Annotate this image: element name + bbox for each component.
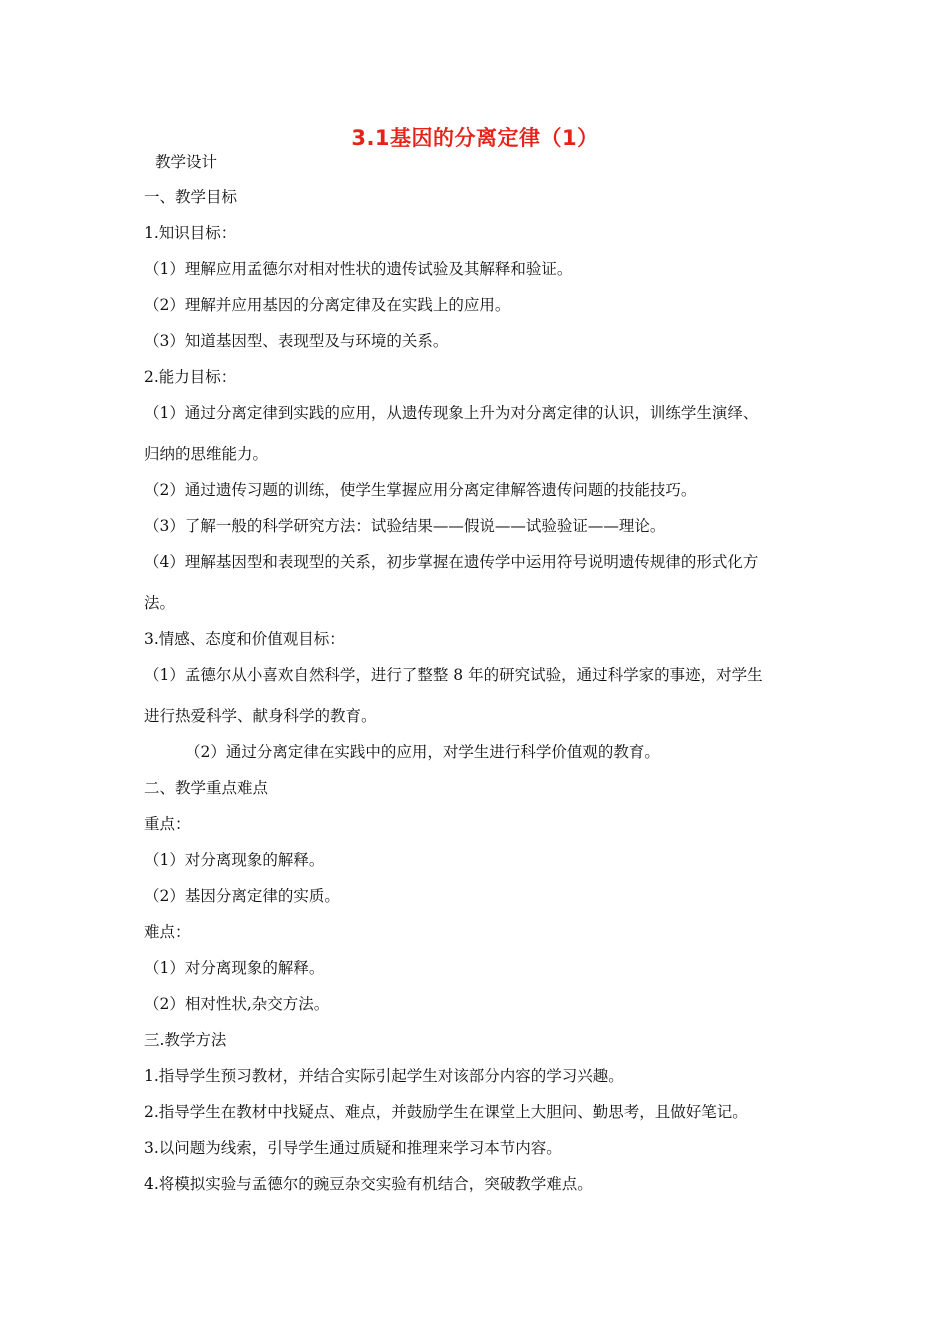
label-key-points: 重点： — [144, 815, 191, 833]
heading-ability-objectives: 2.能力目标： — [144, 368, 237, 386]
heading-attitude-objectives: 3.情感、态度和价值观目标： — [144, 630, 345, 648]
difficult-point-2: （2）相对性状,杂交方法。 — [144, 995, 330, 1013]
knowledge-item-1: （1）理解应用孟德尔对相对性状的遗传试验及其解释和验证。 — [144, 260, 573, 278]
method-item-1: 1.指导学生预习教材，并结合实际引起学生对该部分内容的学习兴趣。 — [144, 1067, 624, 1085]
knowledge-item-3: （3）知道基因型、表现型及与环境的关系。 — [144, 332, 449, 350]
ability-item-1-continued: 归纳的思维能力。 — [144, 445, 269, 463]
document-title: 3.1基因的分离定律（1） — [351, 126, 599, 150]
heading-key-difficult-points: 二、教学重点难点 — [144, 779, 269, 797]
heading-teaching-methods: 三.教学方法 — [144, 1031, 227, 1049]
method-item-4: 4.将模拟实验与孟德尔的豌豆杂交实验有机结合，突破教学难点。 — [144, 1175, 593, 1193]
heading-teaching-objectives: 一、教学目标 — [144, 188, 238, 206]
method-item-3: 3.以问题为线索，引导学生通过质疑和推理来学习本节内容。 — [144, 1139, 562, 1157]
label-difficult-points: 难点： — [144, 923, 191, 941]
ability-item-4-continued: 法。 — [144, 594, 176, 612]
method-item-2: 2.指导学生在教材中找疑点、难点，并鼓励学生在课堂上大胆问、勤思考，且做好笔记。 — [144, 1103, 748, 1121]
knowledge-item-2: （2）理解并应用基因的分离定律及在实践上的应用。 — [144, 296, 511, 314]
attitude-item-2: （2）通过分离定律在实践中的应用，对学生进行科学价值观的教育。 — [185, 743, 660, 761]
key-point-1: （1）对分离现象的解释。 — [144, 851, 325, 869]
attitude-item-1: （1）孟德尔从小喜欢自然科学，进行了整整 8 年的研究试验，通过科学家的事迹，对学生 — [144, 666, 763, 684]
difficult-point-1: （1）对分离现象的解释。 — [144, 959, 325, 977]
ability-item-2: （2）通过遗传习题的训练，使学生掌握应用分离定律解答遗传问题的技能技巧。 — [144, 481, 697, 499]
section-label-teaching-design: 教学设计 — [155, 153, 218, 171]
ability-item-3: （3）了解一般的科学研究方法：试验结果——假说——试验验证——理论。 — [144, 517, 666, 535]
key-point-2: （2）基因分离定律的实质。 — [144, 887, 340, 905]
ability-item-4: （4）理解基因型和表现型的关系，初步掌握在遗传学中运用符号说明遗传规律的形式化方 — [144, 553, 759, 571]
ability-item-1: （1）通过分离定律到实践的应用，从遗传现象上升为对分离定律的认识，训练学生演绎、 — [144, 404, 759, 422]
attitude-item-1-continued: 进行热爱科学、献身科学的教育。 — [144, 707, 377, 725]
heading-knowledge-objectives: 1.知识目标： — [144, 224, 237, 242]
